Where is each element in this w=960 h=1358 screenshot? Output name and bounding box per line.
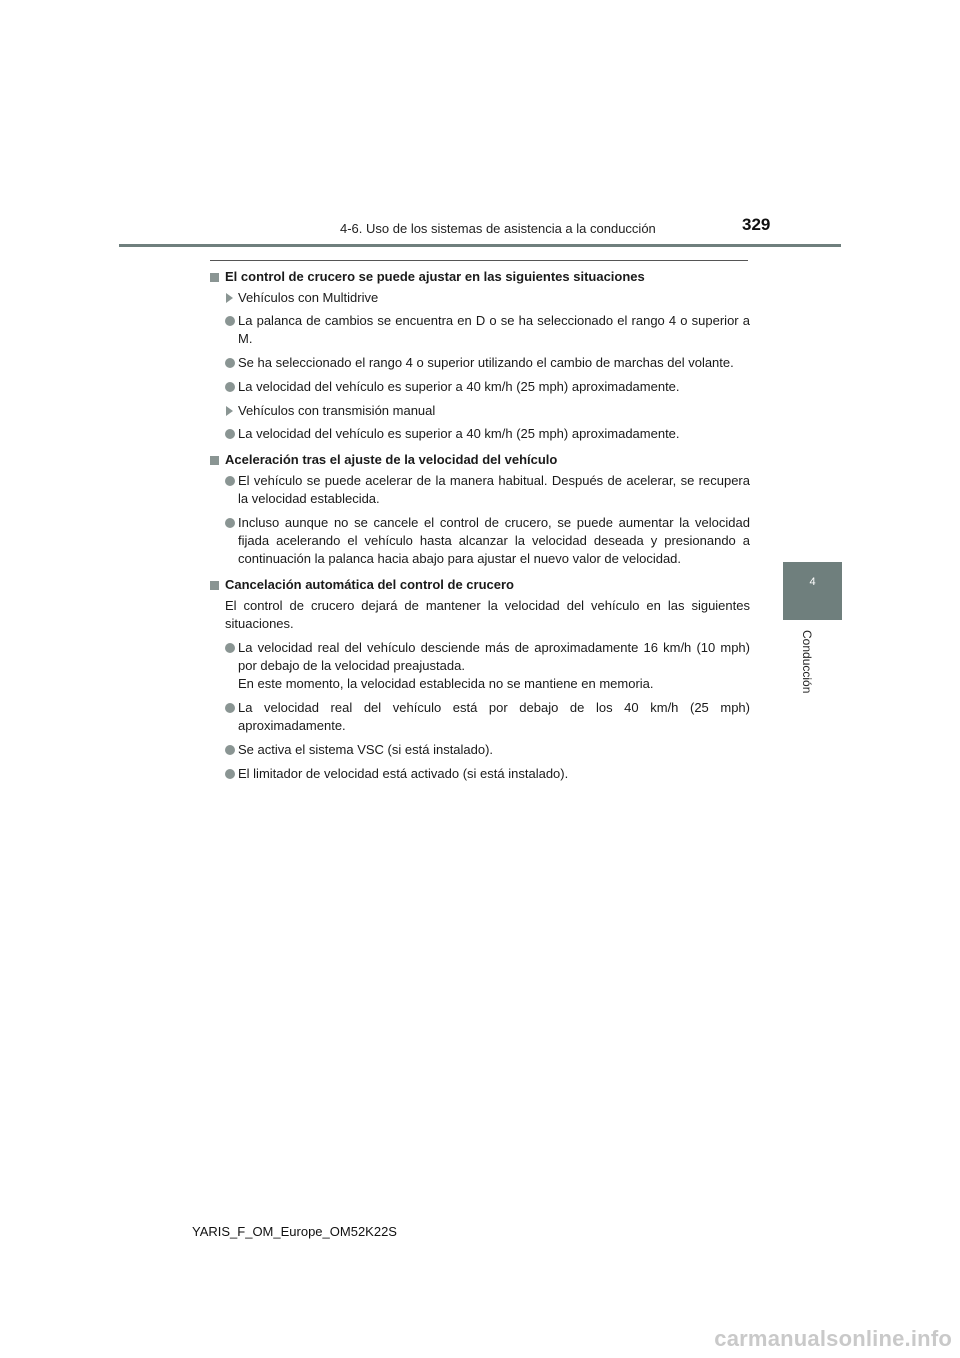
page-number: 329 [742, 215, 771, 234]
header-section-title: 4-6. Uso de los sistemas de asistencia a la conducción [340, 221, 656, 236]
chapter-tab [783, 562, 842, 620]
chapter-tab-label: Conducción [800, 630, 814, 694]
circle-bullet-icon [225, 429, 235, 439]
section-intro: El control de crucero dejará de mantener la velocidad del vehículo en las siguientes situaciones. [225, 598, 750, 631]
list-item: El vehículo se puede acelerar de la manera habitual. Después de acelerar, se recupera la velocidad establecida. [210, 472, 750, 508]
chapter-tab-number: 4 [809, 576, 816, 588]
circle-bullet-icon [225, 476, 235, 486]
square-bullet-icon [210, 273, 219, 282]
list-item: La velocidad del vehículo es superior a 40 km/h (25 mph) aproximadamente. [210, 378, 750, 396]
triangle-right-icon [226, 293, 233, 303]
circle-bullet-icon [225, 518, 235, 528]
square-bullet-icon [210, 456, 219, 465]
section-heading: Cancelación automática del control de crucero [210, 576, 750, 594]
circle-bullet-icon [225, 316, 235, 326]
circle-bullet-icon [225, 358, 235, 368]
list-item: La velocidad real del vehículo desciende más de aproximadamente 16 km/h (10 mph) por debajo de la velocidad preajustada. En este momento, la velocidad establecida no se mantiene en memoria. [210, 639, 750, 693]
subheading: Vehículos con transmisión manual [210, 402, 750, 420]
content-top-rule [210, 260, 748, 261]
circle-bullet-icon [225, 643, 235, 653]
subheading: Vehículos con Multidrive [210, 289, 750, 307]
list-item: Incluso aunque no se cancele el control de crucero, se puede aumentar la velocidad fijada acelerando el vehículo hasta alcanzar la velocidad deseada y presionando a continuación la palanca hacia abajo para ajustar el nuevo valor de velocidad. [210, 514, 750, 568]
circle-bullet-icon [225, 745, 235, 755]
list-item: Se activa el sistema VSC (si está instalado). [210, 741, 750, 759]
page-content [210, 268, 750, 789]
list-item: La palanca de cambios se encuentra en D o se ha seleccionado el rango 4 o superior a M. [210, 312, 750, 348]
watermark: carmanualsonline.info [714, 1326, 952, 1351]
list-item: Se ha seleccionado el rango 4 o superior utilizando el cambio de marchas del volante. [210, 354, 750, 372]
circle-bullet-icon [225, 703, 235, 713]
header-rule [119, 244, 841, 247]
section-heading: El control de crucero se puede ajustar en las siguientes situaciones [210, 268, 750, 286]
document-code: YARIS_F_OM_Europe_OM52K22S [192, 1224, 397, 1239]
square-bullet-icon [210, 581, 219, 590]
circle-bullet-icon [225, 769, 235, 779]
triangle-right-icon [226, 406, 233, 416]
list-item: La velocidad del vehículo es superior a 40 km/h (25 mph) aproximadamente. [210, 425, 750, 443]
section-heading: Aceleración tras el ajuste de la velocidad del vehículo [210, 451, 750, 469]
circle-bullet-icon [225, 382, 235, 392]
list-item: La velocidad real del vehículo está por debajo de los 40 km/h (25 mph) aproximadamente. [210, 699, 750, 735]
list-item: El limitador de velocidad está activado (si está instalado). [210, 765, 750, 783]
